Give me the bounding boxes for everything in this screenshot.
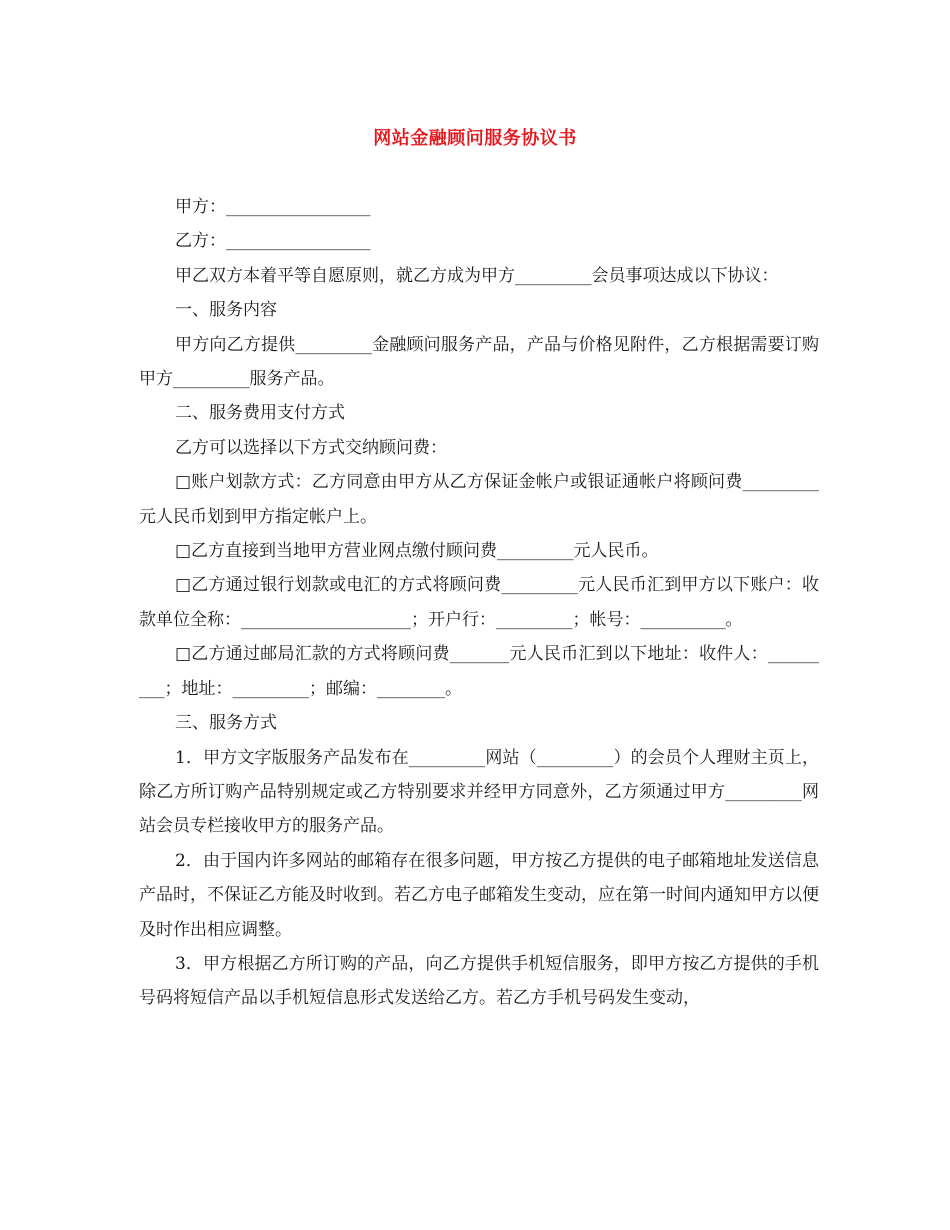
document-title: 网站金融顾问服务协议书 [373, 128, 577, 149]
section-heading: 三、服务方式 [175, 713, 277, 734]
party-a-line: 甲方：_________________ [175, 197, 371, 217]
paragraph: 甲方向乙方提供_________金融顾问服务产品，产品与价格见附件，乙方根据需要订购甲方_________服务产品。 [139, 334, 819, 390]
preamble-paragraph: 甲乙双方本着平等自愿原则，就乙方成为甲方_________会员事项达成以下协议： [175, 265, 779, 286]
paragraph: 乙方可以选择以下方式交纳顾问费： [175, 437, 447, 458]
payment-option: □账户划款方式：乙方同意由甲方从乙方保证金帐户或银证通帐户将顾问费_________元人民币划到甲方指定帐户上。 [139, 472, 819, 527]
clause-paragraph: 2．由于国内许多网站的邮箱存在很多问题，甲方按乙方提供的电子邮箱地址发送信息产品时，不保证乙方能及时收到。若乙方电子邮箱发生变动，应在第一时间内通知甲方以便及时作出相应调整。 [139, 850, 819, 940]
payment-option: □乙方通过邮局汇款的方式将顾问费_______元人民币汇到以下地址：收件人：_________；地址：_________；邮编：________。 [139, 644, 819, 699]
clause-paragraph: 1．甲方文字版服务产品发布在_________网站（_________）的会员个人理财主页上，除乙方所订购产品特别规定或乙方特别要求并经甲方同意外，乙方须通过甲方_________网站会员专栏接收甲方的服务产品。 [139, 747, 819, 837]
section-heading: 一、服务内容 [175, 300, 277, 321]
party-b-line: 乙方：_________________ [175, 231, 371, 252]
document-body [139, 190, 819, 1016]
payment-option: □乙方通过银行划款或电汇的方式将顾问费_________元人民币汇到甲方以下账户：收款单位全称：____________________；开户行：_________；帐号：__________。 [139, 575, 819, 630]
clause-paragraph: 3．甲方根据乙方所订购的产品，向乙方提供手机短信服务，即甲方按乙方提供的手机号码将短信产品以手机短信息形式发送给乙方。若乙方手机号码发生变动， [139, 953, 819, 1009]
payment-option: □乙方直接到当地甲方营业网点缴付顾问费_________元人民币。 [175, 541, 659, 562]
section-heading: 二、服务费用支付方式 [175, 403, 345, 424]
